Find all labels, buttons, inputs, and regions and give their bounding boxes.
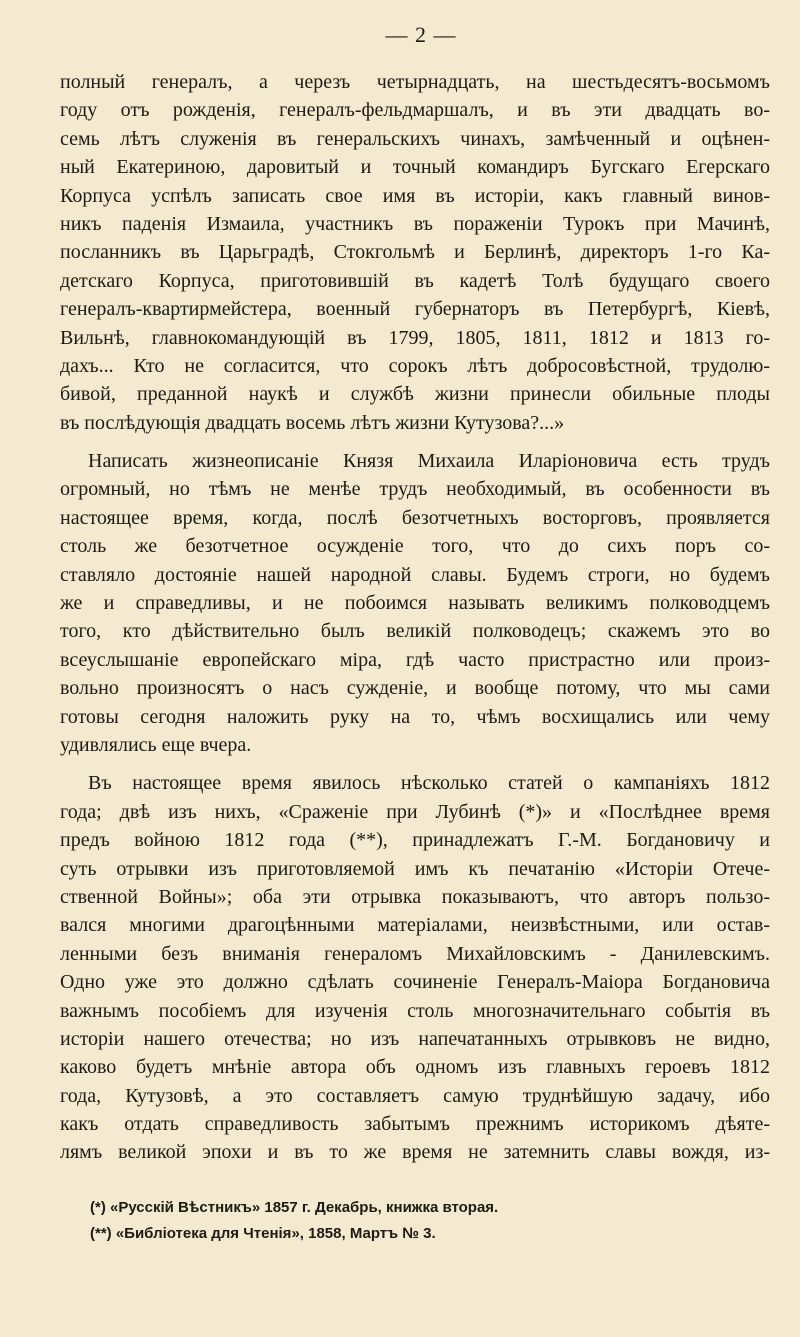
text-line: Вильнѣ, главнокомандующій въ 1799, 1805, 1811, 1812 и 1813 го- xyxy=(60,326,770,349)
text-line: года; двѣ изъ нихъ, «Сраженіе при Лубинѣ (*)» и «Послѣднее время xyxy=(60,800,770,823)
text-line: въ послѣдующія двадцать восемь лѣтъ жизни Кутузова?...» xyxy=(60,411,565,434)
text-line: посланникъ въ Царьградѣ, Стокгольмѣ и Берлинѣ, директоръ 1-го Ка- xyxy=(60,241,770,264)
text-line: огромный, но тѣмъ не менѣе трудъ необходимый, въ особенности въ xyxy=(60,478,770,501)
paragraph-2 xyxy=(60,447,770,759)
text-line: полный генералъ, а черезъ четырнадцать, на шестьдесятъ-восьмомъ xyxy=(60,71,770,93)
text-line: готовы сегодня наложить руку на то, чѣмъ восхищались или чему xyxy=(60,705,770,728)
text-line: Написать жизнеописаніе Князя Михаила Иларіоновича есть трудъ xyxy=(88,450,770,473)
text-line: Одно уже это должно сдѣлать сочиненіе Генералъ-Маіора Богдановича xyxy=(60,971,770,994)
text-line: ставляло достояніе нашей народной славы. Будемъ строги, но будемъ xyxy=(60,563,770,586)
text-line: детскаго Корпуса, приготовившій въ кадетѣ Толѣ будущаго своего xyxy=(60,269,770,292)
text-line: же и справедливы, и не побоимся называть великимъ полководцемъ xyxy=(60,592,770,615)
text-line: генералъ-квартирмейстера, военный губернаторъ въ Петербургѣ, Кіевѣ, xyxy=(60,298,770,321)
text-line: году отъ рожденія, генералъ-фельдмаршалъ, и въ эти двадцать во- xyxy=(60,99,770,122)
text-line: удивлялись еще вчера. xyxy=(60,733,252,756)
text-line: важнымъ пособіемъ для изученія столь многозначительнаго событія въ xyxy=(60,999,770,1022)
text-line: ственной Войны»; оба эти отрывка показываютъ, что авторъ пользо- xyxy=(60,885,770,908)
paragraph-1 xyxy=(60,68,770,437)
text-line: Корпуса успѣлъ записать свое имя въ исторіи, какъ главный винов- xyxy=(60,184,770,207)
text-line: семь лѣтъ служенія въ генеральскихъ чинахъ, замѣченный и оцѣнен- xyxy=(60,127,770,150)
footnote-2: (**) «Библіотека для Чтенія», 1858, Мартъ № 3. xyxy=(90,1224,436,1242)
paragraph-3 xyxy=(60,769,770,1166)
text-line: дахъ... Кто не согласится, что сорокъ лѣтъ добросовѣстной, трудолю- xyxy=(60,354,770,377)
text-line: ный Екатериною, даровитый и точный командиръ Бугскаго Егерскаго xyxy=(60,156,770,179)
text-line: бивой, преданной наукѣ и службѣ жизни принесли обильные плоды xyxy=(60,383,770,406)
text-line: вольно произносятъ о насъ сужденіе, и вообще потому, что мы сами xyxy=(60,677,770,700)
text-line: каково будетъ мнѣніе автора объ одномъ изъ главныхъ героевъ 1812 xyxy=(60,1056,770,1079)
text-line: всеуслышаніе европейскаго міра, гдѣ часто пристрастно или произ- xyxy=(60,648,770,671)
text-line: столь же безотчетное осужденіе того, что до сихъ поръ со- xyxy=(60,535,770,558)
text-line: Въ настоящее время явилось нѣсколько статей о кампаніяхъ 1812 xyxy=(88,772,770,795)
text-line: суть отрывки изъ приготовляемой имъ къ печатанію «Исторіи Отече- xyxy=(60,857,770,880)
text-line: настоящее время, когда, послѣ безотчетныхъ восторговъ, проявляется xyxy=(60,506,770,529)
text-line: ленными безъ вниманія генераломъ Михайловскимъ - Данилевскимъ. xyxy=(60,942,770,965)
text-line: лямъ великой эпохи и въ то же время не затемнить славы вождя, из- xyxy=(60,1141,770,1164)
text-line: предъ войною 1812 года (**), принадлежатъ Г.-М. Богдановичу и xyxy=(60,829,770,852)
text-line: никъ паденія Измаила, участникъ въ пораженіи Турокъ при Мачинѣ, xyxy=(60,212,770,235)
text-line: года, Кутузовѣ, а это составляетъ самую труднѣйшую задачу, ибо xyxy=(60,1084,770,1107)
page-number: — 2 — xyxy=(385,22,457,47)
text-line: того, кто дѣйствительно былъ великій полководецъ; скажемъ это во xyxy=(60,620,770,643)
footnote-1: (*) «Русскій Вѣстникъ» 1857 г. Декабрь, книжка вторая. xyxy=(90,1198,499,1216)
text-line: какъ отдать справедливость забытымъ прежнимъ историкомъ дѣяте- xyxy=(60,1113,770,1136)
text-line: вался многими драгоцѣнными матеріалами, неизвѣстными, или остав- xyxy=(60,914,770,937)
text-line: исторіи нашего отечества; но изъ напечатанныхъ отрывковъ не видно, xyxy=(60,1027,770,1050)
footnotes xyxy=(60,1195,770,1247)
